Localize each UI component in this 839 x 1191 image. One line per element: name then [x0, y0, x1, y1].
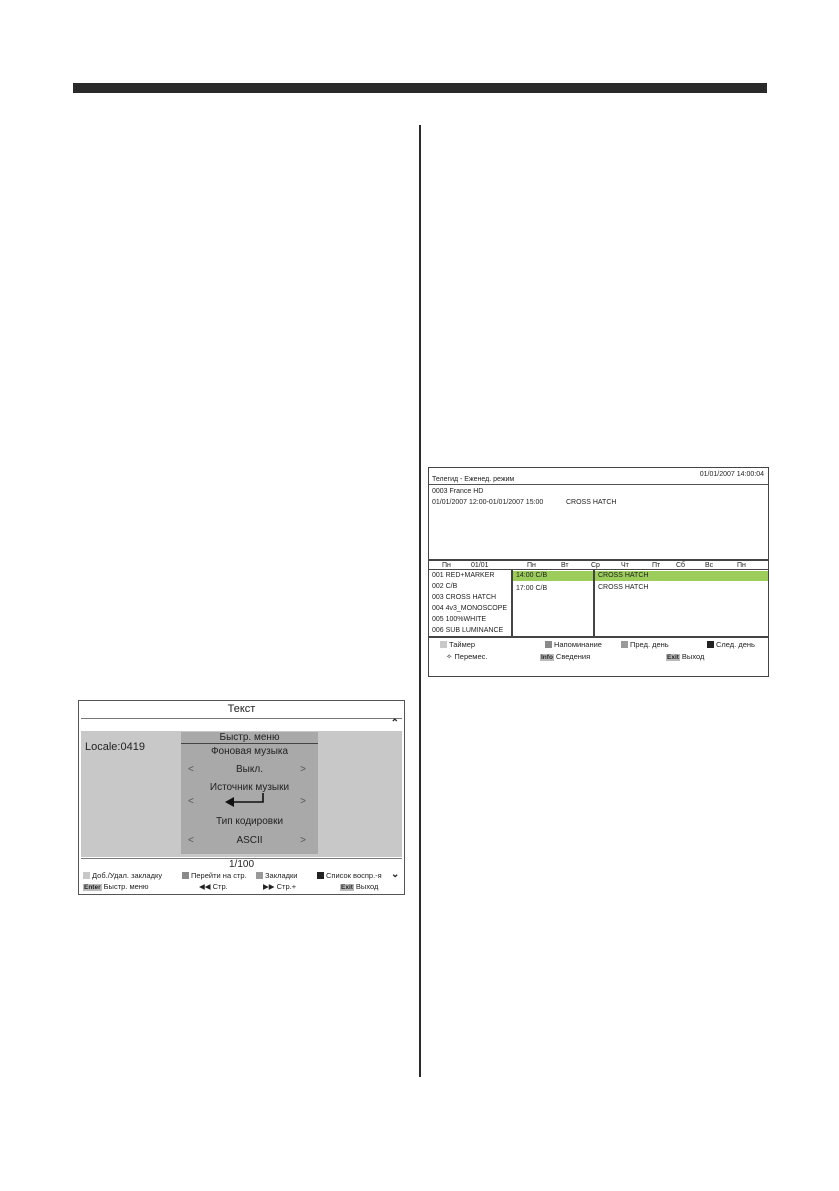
page-next-hint[interactable]: ▶▶ Стр.+	[263, 882, 297, 891]
header-rule	[73, 83, 767, 93]
black-key-icon	[317, 872, 324, 879]
time-slot[interactable]: 17:00 C/B	[516, 585, 548, 592]
channel-row[interactable]: 006 SUB LUMINANCE	[432, 627, 504, 634]
reminder-hint[interactable]: Напоминание	[545, 640, 602, 649]
epg-datetime: 01/01/2007 14:00:04	[699, 471, 764, 478]
info-hint[interactable]: Info Сведения	[541, 652, 591, 661]
day-header-date: 01/01	[471, 562, 489, 569]
move-hint[interactable]: ✧ Перемес.	[446, 652, 488, 661]
bookmarks-hint[interactable]: Закладки	[256, 871, 297, 880]
exit-hint[interactable]: Exit Выход	[341, 882, 379, 891]
chevron-left-icon[interactable]: <	[188, 764, 194, 775]
time-slot[interactable]: 14:00 C/B	[516, 572, 548, 579]
day-tab[interactable]: Сб	[676, 562, 686, 569]
bg-music-option[interactable]	[181, 764, 318, 776]
music-source-label: Источник музыки	[209, 782, 290, 793]
page-prev-hint[interactable]: ◀◀ Стр.	[199, 882, 228, 891]
divider	[429, 559, 768, 561]
chevron-right-icon[interactable]: >	[300, 764, 306, 775]
encoding-label: Тип кодировки	[215, 816, 284, 827]
quick-menu-hint[interactable]: Enter Быстр. меню	[84, 882, 149, 891]
column-divider	[419, 125, 421, 1077]
chevron-up-icon[interactable]: ⌃	[390, 718, 399, 729]
go-to-page-hint[interactable]: Перейти на стр.	[182, 871, 247, 880]
timer-hint[interactable]: Таймер	[440, 640, 475, 649]
channel-row[interactable]: 003 CROSS HATCH	[432, 594, 497, 601]
grey-key-icon	[621, 641, 628, 648]
exit-key-label: Exit	[341, 884, 353, 891]
enter-arrow-icon	[225, 793, 267, 807]
black-key-icon	[707, 641, 714, 648]
program-time-range: 01/01/2007 12:00-01/01/2007 15:00	[432, 499, 544, 506]
chevron-down-icon[interactable]: ⌄	[391, 869, 400, 880]
divider	[81, 718, 402, 719]
epg-title: Телегид - Еженед. режим	[432, 476, 515, 483]
encoding-value: ASCII	[236, 835, 263, 846]
grey-key-icon	[256, 872, 263, 879]
text-reader-screen	[78, 700, 405, 895]
rewind-icon: ◀◀	[199, 882, 211, 891]
add-bookmark-hint[interactable]: Доб./Удал. закладку	[83, 871, 162, 880]
grey-key-icon	[545, 641, 552, 648]
channel-row[interactable]: 005 100%WHITE	[432, 616, 487, 623]
encoding-option[interactable]	[181, 835, 318, 847]
channel-name: 0003 France HD	[432, 488, 484, 495]
day-tab[interactable]: Пн	[527, 562, 536, 569]
locale-label: Locale:0419	[85, 741, 145, 753]
page-indicator: 1/100	[228, 859, 255, 870]
quick-menu	[181, 732, 318, 854]
quick-menu-title: Быстр. меню	[181, 732, 318, 744]
bg-music-value: Выкл.	[236, 764, 263, 775]
epg-weekly-screen	[428, 467, 769, 677]
chevron-right-icon[interactable]: >	[300, 796, 306, 807]
program-row[interactable]: CROSS HATCH	[598, 572, 649, 579]
channel-row[interactable]: 001 RED+MARKER	[432, 572, 495, 579]
divider	[429, 484, 768, 485]
day-tab[interactable]: Пт	[652, 562, 661, 569]
program-row[interactable]: CROSS HATCH	[598, 584, 649, 591]
screen-title: Текст	[227, 703, 256, 715]
grey-key-icon	[83, 872, 90, 879]
chevron-right-icon[interactable]: >	[300, 835, 306, 846]
grey-key-icon	[182, 872, 189, 879]
prev-day-hint[interactable]: Пред. день	[621, 640, 669, 649]
program-title: CROSS HATCH	[566, 499, 617, 506]
exit-key-label: Exit	[667, 654, 679, 661]
info-key-label: Info	[541, 654, 553, 661]
day-tab[interactable]: Ср	[591, 562, 600, 569]
day-tab[interactable]: Вс	[705, 562, 714, 569]
text-body	[81, 731, 402, 857]
bg-music-label: Фоновая музыка	[210, 746, 289, 757]
playlist-hint[interactable]: Список воспр.-я	[317, 871, 382, 880]
move-arrows-icon: ✧	[446, 652, 453, 661]
fast-forward-icon: ▶▶	[263, 882, 275, 891]
day-tab[interactable]: Пн	[737, 562, 746, 569]
day-tab[interactable]: Вт	[561, 562, 569, 569]
next-day-hint[interactable]: След. день	[707, 640, 755, 649]
channel-row[interactable]: 002 C/B	[432, 583, 458, 590]
chevron-left-icon[interactable]: <	[188, 835, 194, 846]
chevron-left-icon[interactable]: <	[188, 796, 194, 807]
enter-key-label: Enter	[84, 884, 101, 891]
day-tab[interactable]: Чт	[621, 562, 629, 569]
day-header-day: Пн	[442, 562, 451, 569]
exit-hint[interactable]: Exit Выход	[667, 652, 705, 661]
channel-row[interactable]: 004 4v3_MONOSCOPE	[432, 605, 508, 612]
divider	[429, 636, 768, 638]
divider	[429, 569, 768, 570]
grey-key-icon	[440, 641, 447, 648]
